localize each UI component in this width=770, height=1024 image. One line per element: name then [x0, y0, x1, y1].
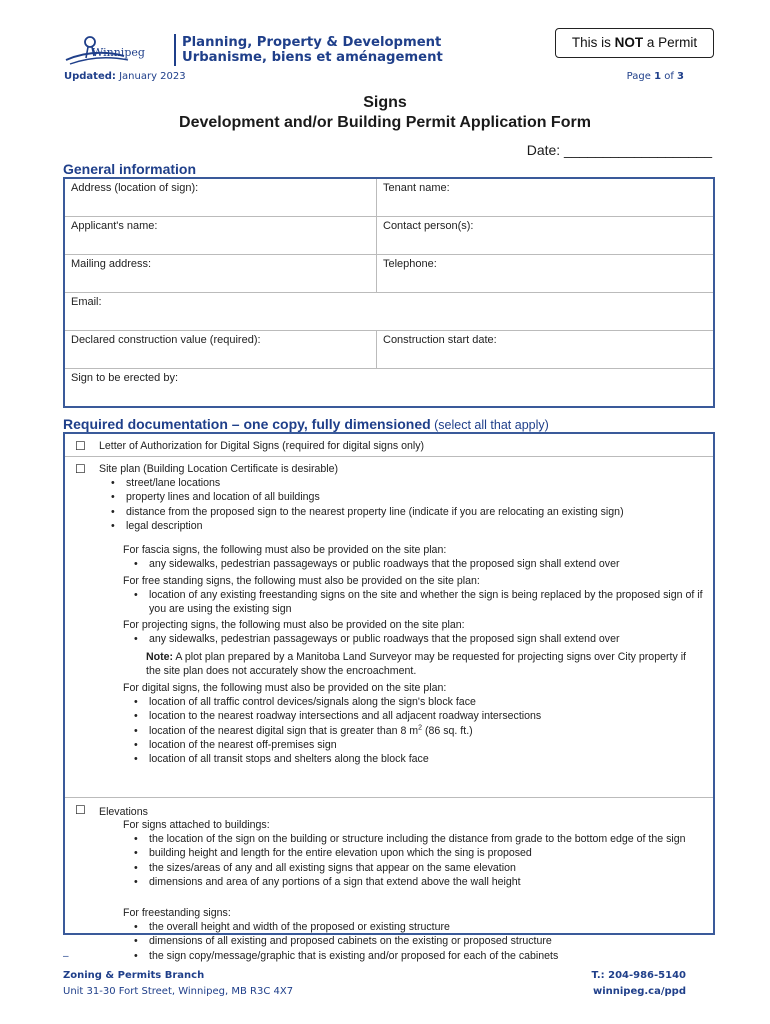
site-plan-list [126, 476, 696, 533]
tenant-field[interactable]: Tenant name: [383, 182, 450, 194]
page-number [627, 71, 684, 82]
projecting-intro: For projecting signs, the following must also be provided on the site plan: [123, 619, 465, 631]
list-item: • property lines and location of all buildings [126, 490, 696, 504]
page-of: of [661, 71, 678, 82]
footer-phone: T.: 204-986-5140 [591, 970, 686, 981]
footer-address: Unit 31-30 Fort Street, Winnipeg, MB R3C 4X7 [63, 986, 294, 997]
list-item: • location of the nearest off-premises sign [149, 738, 709, 752]
note-label: Note: [146, 651, 174, 663]
not-permit-suffix: a Permit [643, 35, 698, 50]
updated-label: Updated: [64, 71, 116, 82]
not-a-permit-box [555, 28, 714, 58]
attached-list [149, 832, 709, 889]
mailing-address-field[interactable]: Mailing address: [65, 255, 377, 292]
digital-list [149, 695, 709, 766]
updated-date [64, 71, 186, 82]
form-title: Development and/or Building Permit Application Form [179, 114, 591, 131]
list-item: • location to the nearest roadway intersections and all adjacent roadway intersections [149, 709, 709, 723]
general-info-table [63, 177, 715, 408]
freestanding-list [149, 920, 709, 963]
checkbox-digital-authorization[interactable]: ☐ [75, 439, 86, 453]
freestanding-intro: For freestanding signs: [123, 907, 231, 919]
address-field[interactable]: Address (location of sign): [65, 179, 377, 216]
item-elevations: Elevations [99, 806, 148, 818]
list-item: • the overall height and width of the proposed or existing structure [149, 920, 709, 934]
footer-branch-block [63, 968, 293, 1000]
digital-b3-text: location of the nearest digital sign that is greater than 8 m [149, 724, 419, 737]
item-digital-authorization: Letter of Authorization for Digital Signs (required for digital signs only) [99, 440, 425, 452]
logo-divider [174, 34, 176, 66]
footer-dash: – [63, 951, 69, 962]
logo-wordmark: Winnipeg [92, 46, 145, 59]
list-item: • street/lane locations [126, 476, 696, 490]
department-name [182, 35, 443, 65]
table-row [65, 179, 713, 217]
footer-contact-block [592, 968, 686, 1000]
list-item: • building height and length for the entire elevation upon which the sing is proposed [149, 846, 709, 860]
list-item: • any sidewalks, pedestrian passageways or public roadways that the proposed sign shall extend over [149, 632, 709, 646]
required-docs-note: (select all that apply) [430, 418, 549, 432]
superscript: 2 [418, 724, 423, 732]
footer-branch: Zoning & Permits Branch [63, 970, 205, 981]
page-current: 1 [654, 71, 662, 82]
free-standing-intro: For free standing signs, the following must also be provided on the site plan: [123, 575, 480, 587]
date-field[interactable]: Date: ___________________ [526, 142, 712, 158]
email-field[interactable]: Email: [71, 296, 102, 308]
digital-intro: For digital signs, the following must also be provided on the site plan: [123, 682, 447, 694]
not-permit-prefix: This is [571, 35, 615, 50]
list-item: • location of any existing freestanding signs on the site and whether the sign is being replaced by the proposed sign of if you are using the existing sign [149, 588, 709, 617]
construction-value-field[interactable]: Declared construction value (required): [65, 331, 377, 368]
digital-b3-suffix: (86 sq. ft.) [422, 724, 473, 737]
attached-intro: For signs attached to buildings: [123, 819, 270, 831]
form-title-signs: Signs [363, 94, 407, 111]
table-row [65, 798, 713, 962]
erected-by-field[interactable]: Sign to be erected by: [71, 372, 179, 384]
applicant-field[interactable]: Applicant's name: [65, 217, 377, 254]
list-item: • legal description [126, 519, 696, 533]
projecting-list [149, 632, 709, 646]
page-total: 3 [677, 71, 684, 82]
required-docs-table [63, 432, 715, 962]
list-item: • dimensions and area of any portions of a sign that extend above the wall height [149, 875, 709, 889]
list-item [149, 724, 709, 738]
item-site-plan: Site plan (Building Location Certificate is desirable) [99, 463, 339, 475]
table-row [65, 457, 713, 798]
list-item: • the sizes/areas of any and all existing signs that appear on the same elevation [149, 861, 709, 875]
table-row [65, 255, 713, 293]
page-prefix: Page [626, 71, 655, 82]
fascia-intro: For fascia signs, the following must also be provided on the site plan: [123, 544, 447, 556]
required-docs-heading [63, 416, 549, 432]
department-french: Urbanisme, biens et aménagement [182, 50, 443, 65]
telephone-field[interactable]: Telephone: [383, 258, 437, 270]
list-item: • location of all transit stops and shelters along the block face [149, 752, 709, 766]
list-item: • any sidewalks, pedestrian passageways or public roadways that the proposed sign shall extend over [149, 557, 709, 571]
footer-web-link[interactable]: winnipeg.ca/ppd [592, 986, 686, 997]
list-item: • location of all traffic control devices/signals along the sign's block face [149, 695, 709, 709]
table-row [65, 331, 713, 369]
list-item: • the sign copy/message/graphic that is existing and/or proposed for each of the cabinets [149, 949, 709, 963]
list-item: • dimensions of all existing and proposed cabinets on the existing or proposed structure [149, 934, 709, 948]
table-row [65, 293, 713, 331]
table-row [65, 434, 713, 457]
general-info-heading: General information [63, 161, 197, 177]
checkbox-site-plan[interactable]: ☐ [75, 462, 86, 476]
note-text: A plot plan prepared by a Manitoba Land Surveyor may be requested for projecting signs over City property if the site plan does not accurately show the encroachment. [146, 651, 686, 678]
required-docs-title: Required documentation – one copy, fully dimensioned [63, 416, 431, 432]
projecting-note [146, 650, 686, 679]
free-standing-list [149, 588, 709, 617]
contact-field[interactable]: Contact person(s): [383, 220, 474, 232]
start-date-field[interactable]: Construction start date: [383, 334, 497, 346]
table-row [65, 369, 713, 406]
checkbox-elevations[interactable]: ☐ [75, 803, 86, 817]
list-item: • distance from the proposed sign to the nearest property line (indicate if you are relocating an existing sign) [126, 505, 696, 519]
updated-value: January 2023 [115, 71, 186, 82]
fascia-list [149, 557, 709, 571]
table-row [65, 217, 713, 255]
department-english: Planning, Property & Development [182, 35, 442, 50]
list-item: • the location of the sign on the building or structure including the distance from grade to the bottom edge of the sign [149, 832, 709, 846]
not-permit-bold: NOT [614, 35, 644, 50]
